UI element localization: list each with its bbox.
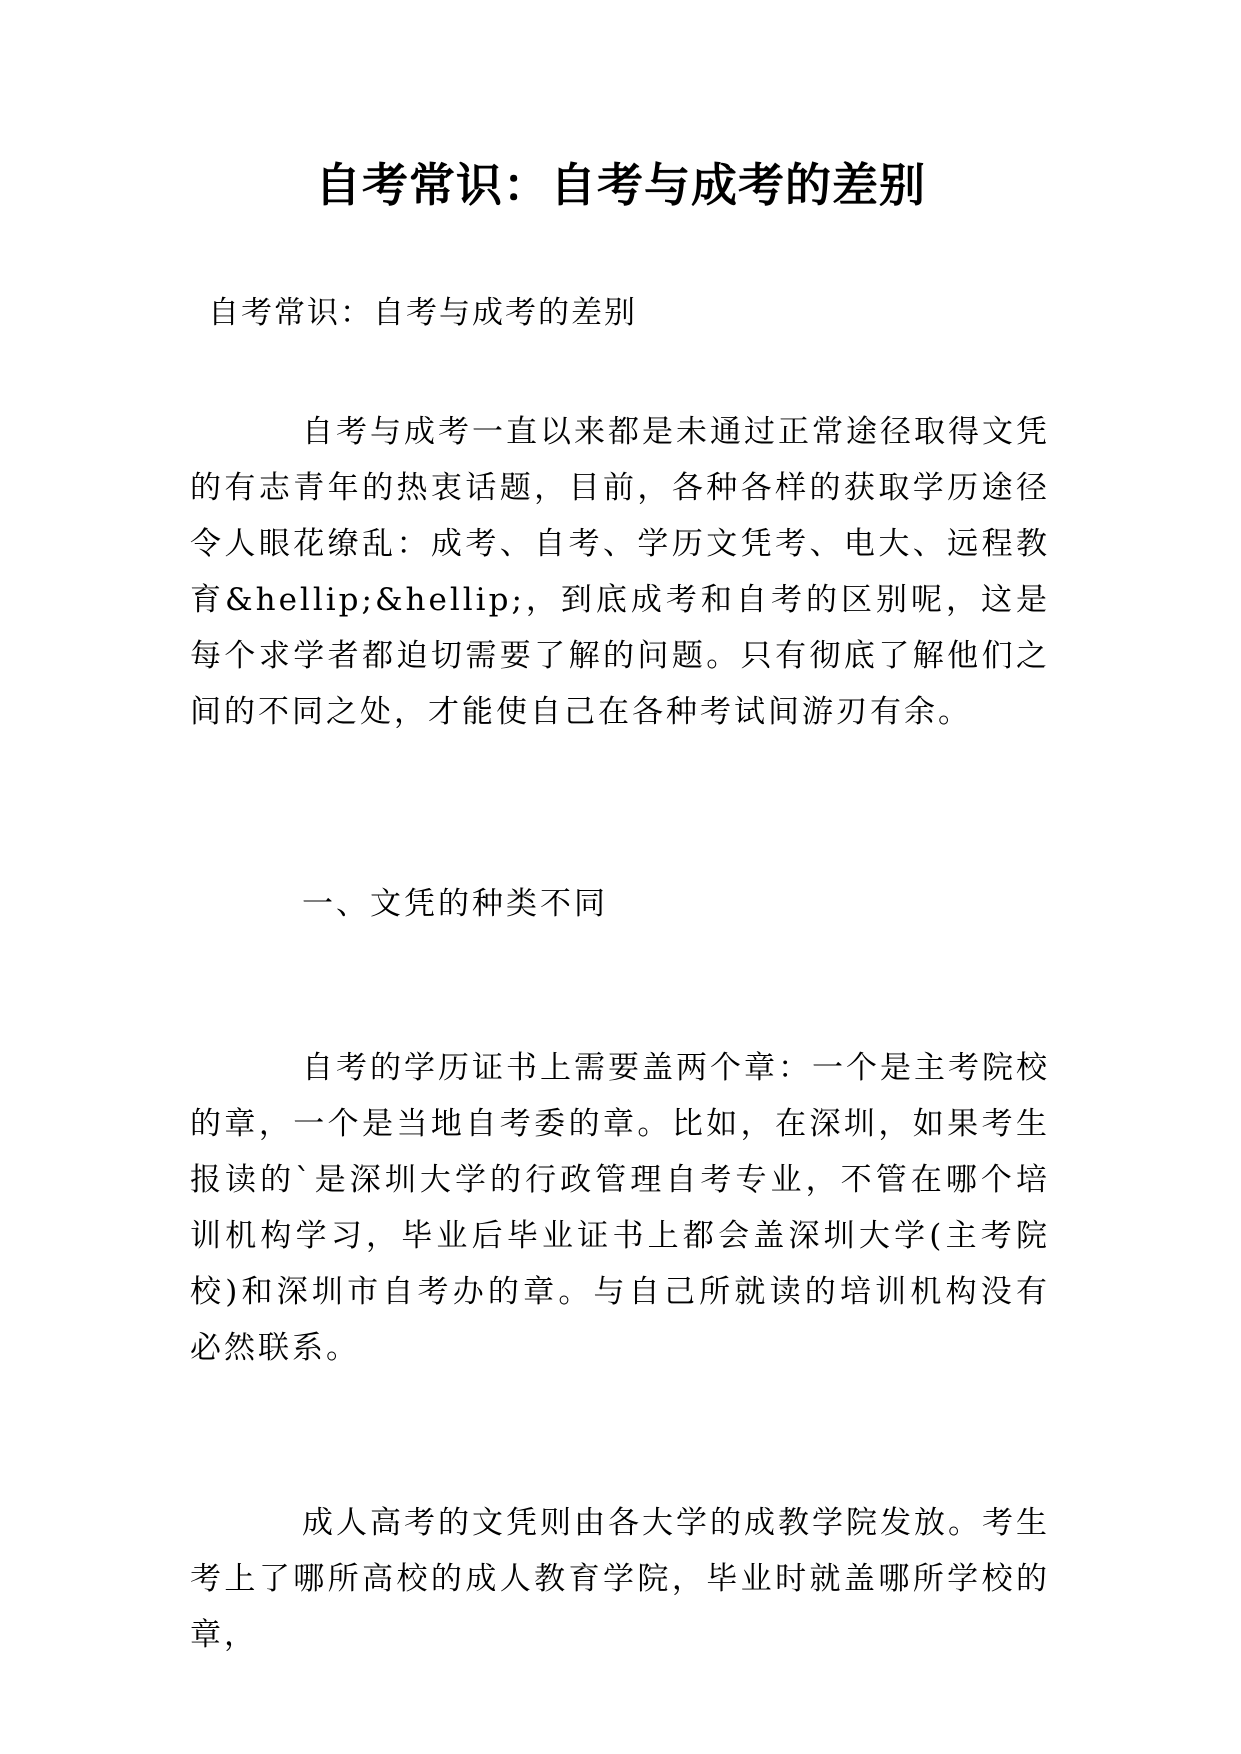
paragraph-intro: 自考与成考一直以来都是未通过正常途径取得文凭的有志青年的热衷话题，目前，各种各样的获取学历途径令人眼花缭乱：成考、自考、学历文凭考、电大、远程教育&hellip;&hellip;，到底成考和自考的区别呢，这是每个求学者都迫切需要了解的问题。只有彻底了解他们之间的不同之处，才能使自己在各种考试间游刃有余。	[190, 414, 1050, 730]
section-heading-diploma-types: 一、文凭的种类不同	[302, 886, 608, 922]
document-title: 自考常识：自考与成考的差别	[315, 158, 926, 212]
paragraph-adult-exam-diploma: 成人高考的文凭则由各大学的成教学院发放。考生考上了哪所高校的成人教育学院，毕业时就盖哪所学校的章，	[190, 1505, 1050, 1653]
document-subtitle: 自考常识：自考与成考的差别	[208, 295, 637, 331]
paragraph-self-study-diploma: 自考的学历证书上需要盖两个章：一个是主考院校的章，一个是当地自考委的章。比如，在深圳，如果考生报读的`是深圳大学的行政管理自考专业，不管在哪个培训机构学习，毕业后毕业证书上都会盖深圳大学(主考院校)和深圳市自考办的章。与自己所就读的培训机构没有必然联系。	[190, 1050, 1050, 1366]
